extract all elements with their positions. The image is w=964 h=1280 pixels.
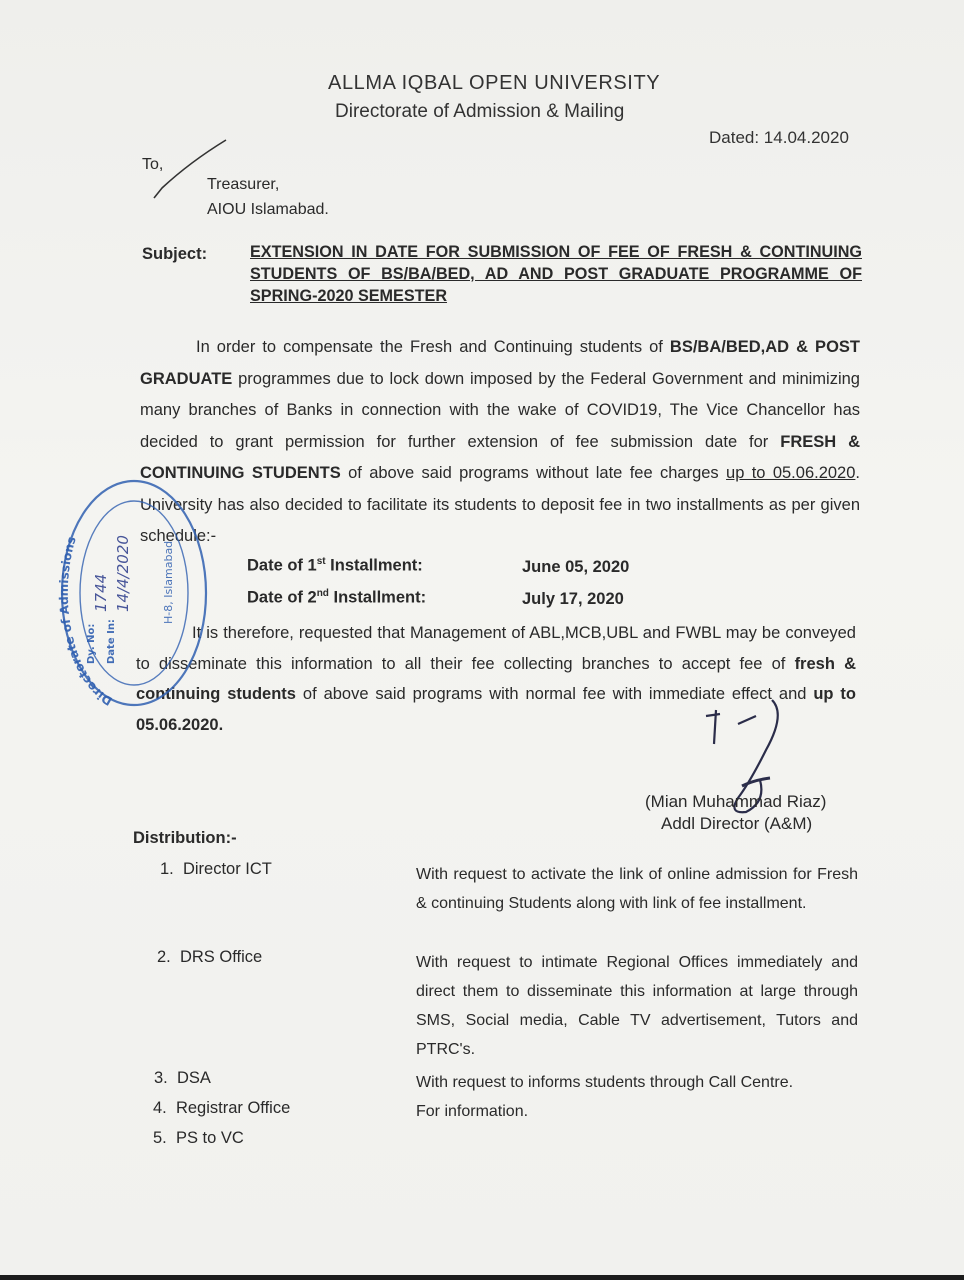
p1-programs: BS/BA/BED,AD & POST GRADUATE xyxy=(140,338,860,388)
p2-text-a: It is therefore, requested that Management of ABL,MCB,UBL and FWBL may be conveyed to disseminate this information to all their fee collecting branches to accept fee of xyxy=(136,624,856,673)
installment-2-date: July 17, 2020 xyxy=(522,590,624,608)
distribution-note-1: With request to activate the link of online admission for Fresh & continuing Students along with link of fee installment. xyxy=(416,866,858,912)
distribution-note-2: With request to intimate Regional Offices immediately and direct them to disseminate this information at large through SMS, Social media, Cable TV advertisement, Tutors and PTRC's. xyxy=(416,954,858,1058)
distribution-label: Distribution:- xyxy=(133,829,237,847)
subject-label: Subject: xyxy=(142,245,208,263)
p2-students: fresh & continuing students xyxy=(136,654,856,704)
p1-text-e: of above said programs without late fee charges xyxy=(340,464,727,482)
installment-1-label: Date of 1st Installment: xyxy=(247,556,423,575)
p1-text-c: programmes due to lock down imposed by the Federal Government and minimizing many branches of Banks in connection with the wake of COVID19, The Vice Chancellor has decided to grant permission for further extension of fee submission date for xyxy=(140,369,860,451)
subject-text: EXTENSION IN DATE FOR SUBMISSION OF FEE OF FRESH & CONTINUING STUDENTS OF BS/BA/BED, AD AND POST GRADUATE PROGRAMME OF SPRING-2020 SEMESTER xyxy=(250,243,862,305)
p1-text-a: In order to compensate the Fresh and Continuing students of xyxy=(196,338,670,356)
signatory-name: (Mian Muhammad Riaz) xyxy=(645,792,827,811)
p1-text-g: . University has also decided to facilitate its students to deposit fee in two installments as per given schedule:- xyxy=(140,464,860,545)
distribution-note-4: For information. xyxy=(416,1103,529,1120)
distribution-item-4: 4. Registrar Office xyxy=(153,1099,291,1117)
signatory-title: Addl Director (A&M) xyxy=(661,814,813,833)
to-label: To, xyxy=(142,156,164,173)
installment-2-label: Date of 2nd Installment: xyxy=(247,588,427,607)
installment-1-date: June 05, 2020 xyxy=(522,558,630,576)
paragraph-1 xyxy=(140,332,860,553)
received-stamp xyxy=(54,474,214,712)
stamp-city: H-8, Islamabad xyxy=(162,540,175,624)
recipient-line-2: AIOU Islamabad. xyxy=(207,201,329,218)
p1-deadline: up to 05.06.2020 xyxy=(726,464,856,482)
stamp-dy-no: Dy. No: xyxy=(86,623,97,664)
stamp-date-in: Date In: xyxy=(106,619,117,664)
p1-students: FRESH & CONTINUING STUDENTS xyxy=(140,432,860,482)
stamp-ring-text: Directorate of Admissions xyxy=(56,534,115,709)
p2-text-c: of above said programs with normal fee with immediate effect and xyxy=(295,685,814,704)
distribution-item-3: 3. DSA xyxy=(154,1069,211,1087)
distribution-item-1: 1. Director ICT xyxy=(160,860,272,878)
p2-deadline: up to 05.06.2020. xyxy=(136,685,856,734)
directorate-name: Directorate of Admission & Mailing xyxy=(335,101,625,122)
distribution-item-2: 2. DRS Office xyxy=(157,948,263,966)
distribution-note-3: With request to informs students through Call Centre. xyxy=(416,1074,794,1091)
letter-date: Dated: 14.04.2020 xyxy=(709,128,849,147)
university-name: ALLMA IQBAL OPEN UNIVERSITY xyxy=(328,72,661,94)
recipient-line-1: Treasurer, xyxy=(207,176,280,193)
stamp-dy-value: 1744 xyxy=(92,573,110,612)
stamp-date-value: 14/4/2020 xyxy=(114,535,132,612)
distribution-item-5: 5. PS to VC xyxy=(153,1129,244,1147)
